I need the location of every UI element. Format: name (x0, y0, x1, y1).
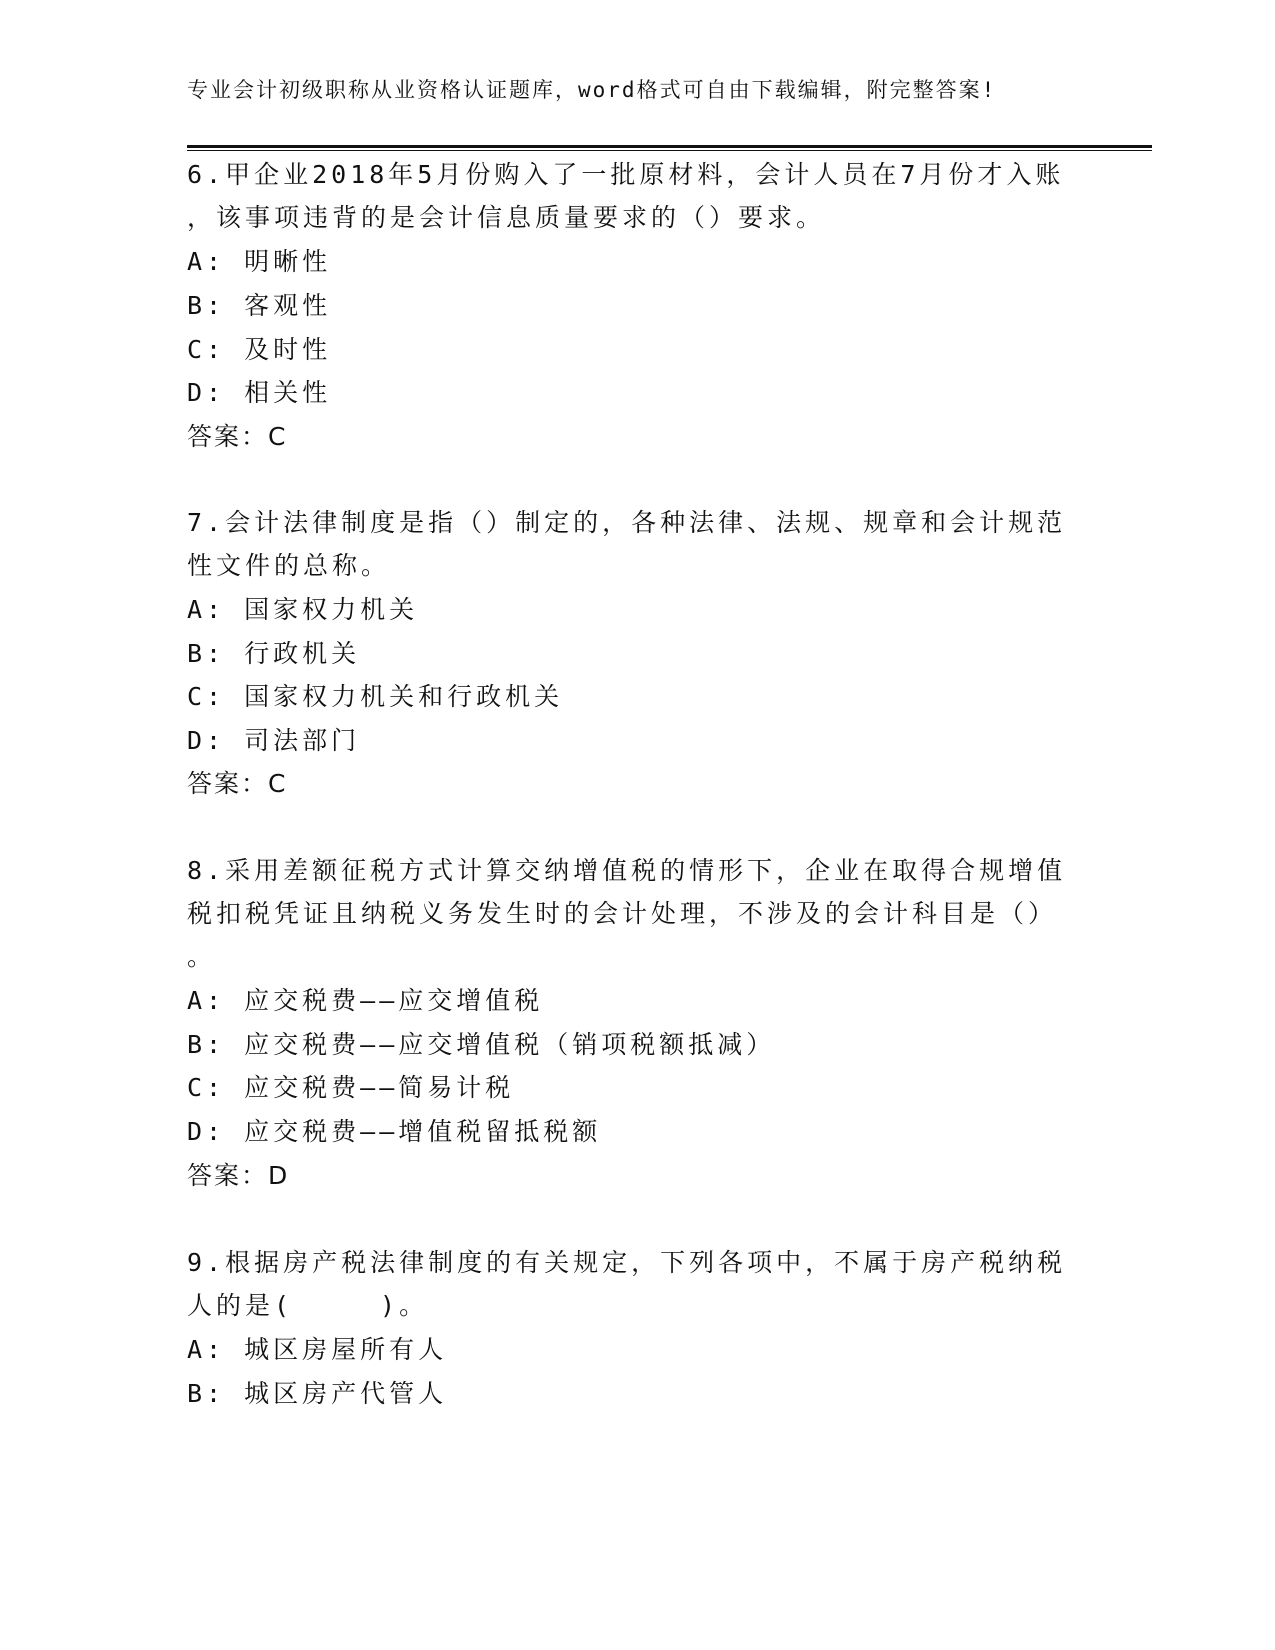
question-stem-line: 7.会计法律制度是指（）制定的，各种法律、法规、规章和会计规范 (187, 508, 1067, 537)
question-stem-line: 人的是( )。 (187, 1291, 429, 1320)
question-stem-line: 9.根据房产税法律制度的有关规定，下列各项中，不属于房产税纳税 (187, 1248, 1067, 1277)
option-a: A: 应交税费——应交增值税 (187, 986, 544, 1015)
question-stem-line: 8.采用差额征税方式计算交纳增值税的情形下，企业在取得合规增值 (187, 856, 1067, 885)
option-c: C: 国家权力机关和行政机关 (187, 682, 564, 711)
option-d: D: 应交税费——增值税留抵税额 (187, 1117, 602, 1146)
option-b: B: 城区房产代管人 (187, 1379, 448, 1408)
question-stem-line: ，该事项违背的是会计信息质量要求的（）要求。 (187, 203, 826, 232)
question-stem-line: 税扣税凭证且纳税义务发生时的会计处理，不涉及的会计科目是（） (187, 899, 1058, 928)
answer: 答案：C (187, 769, 288, 798)
answer: 答案：D (187, 1161, 290, 1190)
header-rule-thick (187, 145, 1152, 148)
question-stem-line: 6.甲企业2018年5月份购入了一批原材料，会计人员在7月份才入账 (187, 160, 1065, 189)
option-b: B: 行政机关 (187, 639, 361, 668)
option-b: B: 应交税费——应交增值税（销项税额抵减） (187, 1030, 776, 1059)
option-a: A: 明晰性 (187, 247, 332, 276)
option-c: C: 及时性 (187, 335, 332, 364)
answer: 答案：C (187, 422, 288, 451)
question-stem-line: 性文件的总称。 (187, 551, 391, 580)
option-a: A: 城区房屋所有人 (187, 1335, 448, 1364)
header-rule-thin (187, 150, 1152, 151)
option-d: D: 司法部门 (187, 726, 361, 755)
page-header: 专业会计初级职称从业资格认证题库，word格式可自由下载编辑，附完整答案! (187, 78, 997, 102)
question-stem-line: 。 (187, 942, 217, 971)
option-a: A: 国家权力机关 (187, 595, 419, 624)
option-b: B: 客观性 (187, 291, 332, 320)
option-c: C: 应交税费——简易计税 (187, 1073, 515, 1102)
option-d: D: 相关性 (187, 378, 332, 407)
